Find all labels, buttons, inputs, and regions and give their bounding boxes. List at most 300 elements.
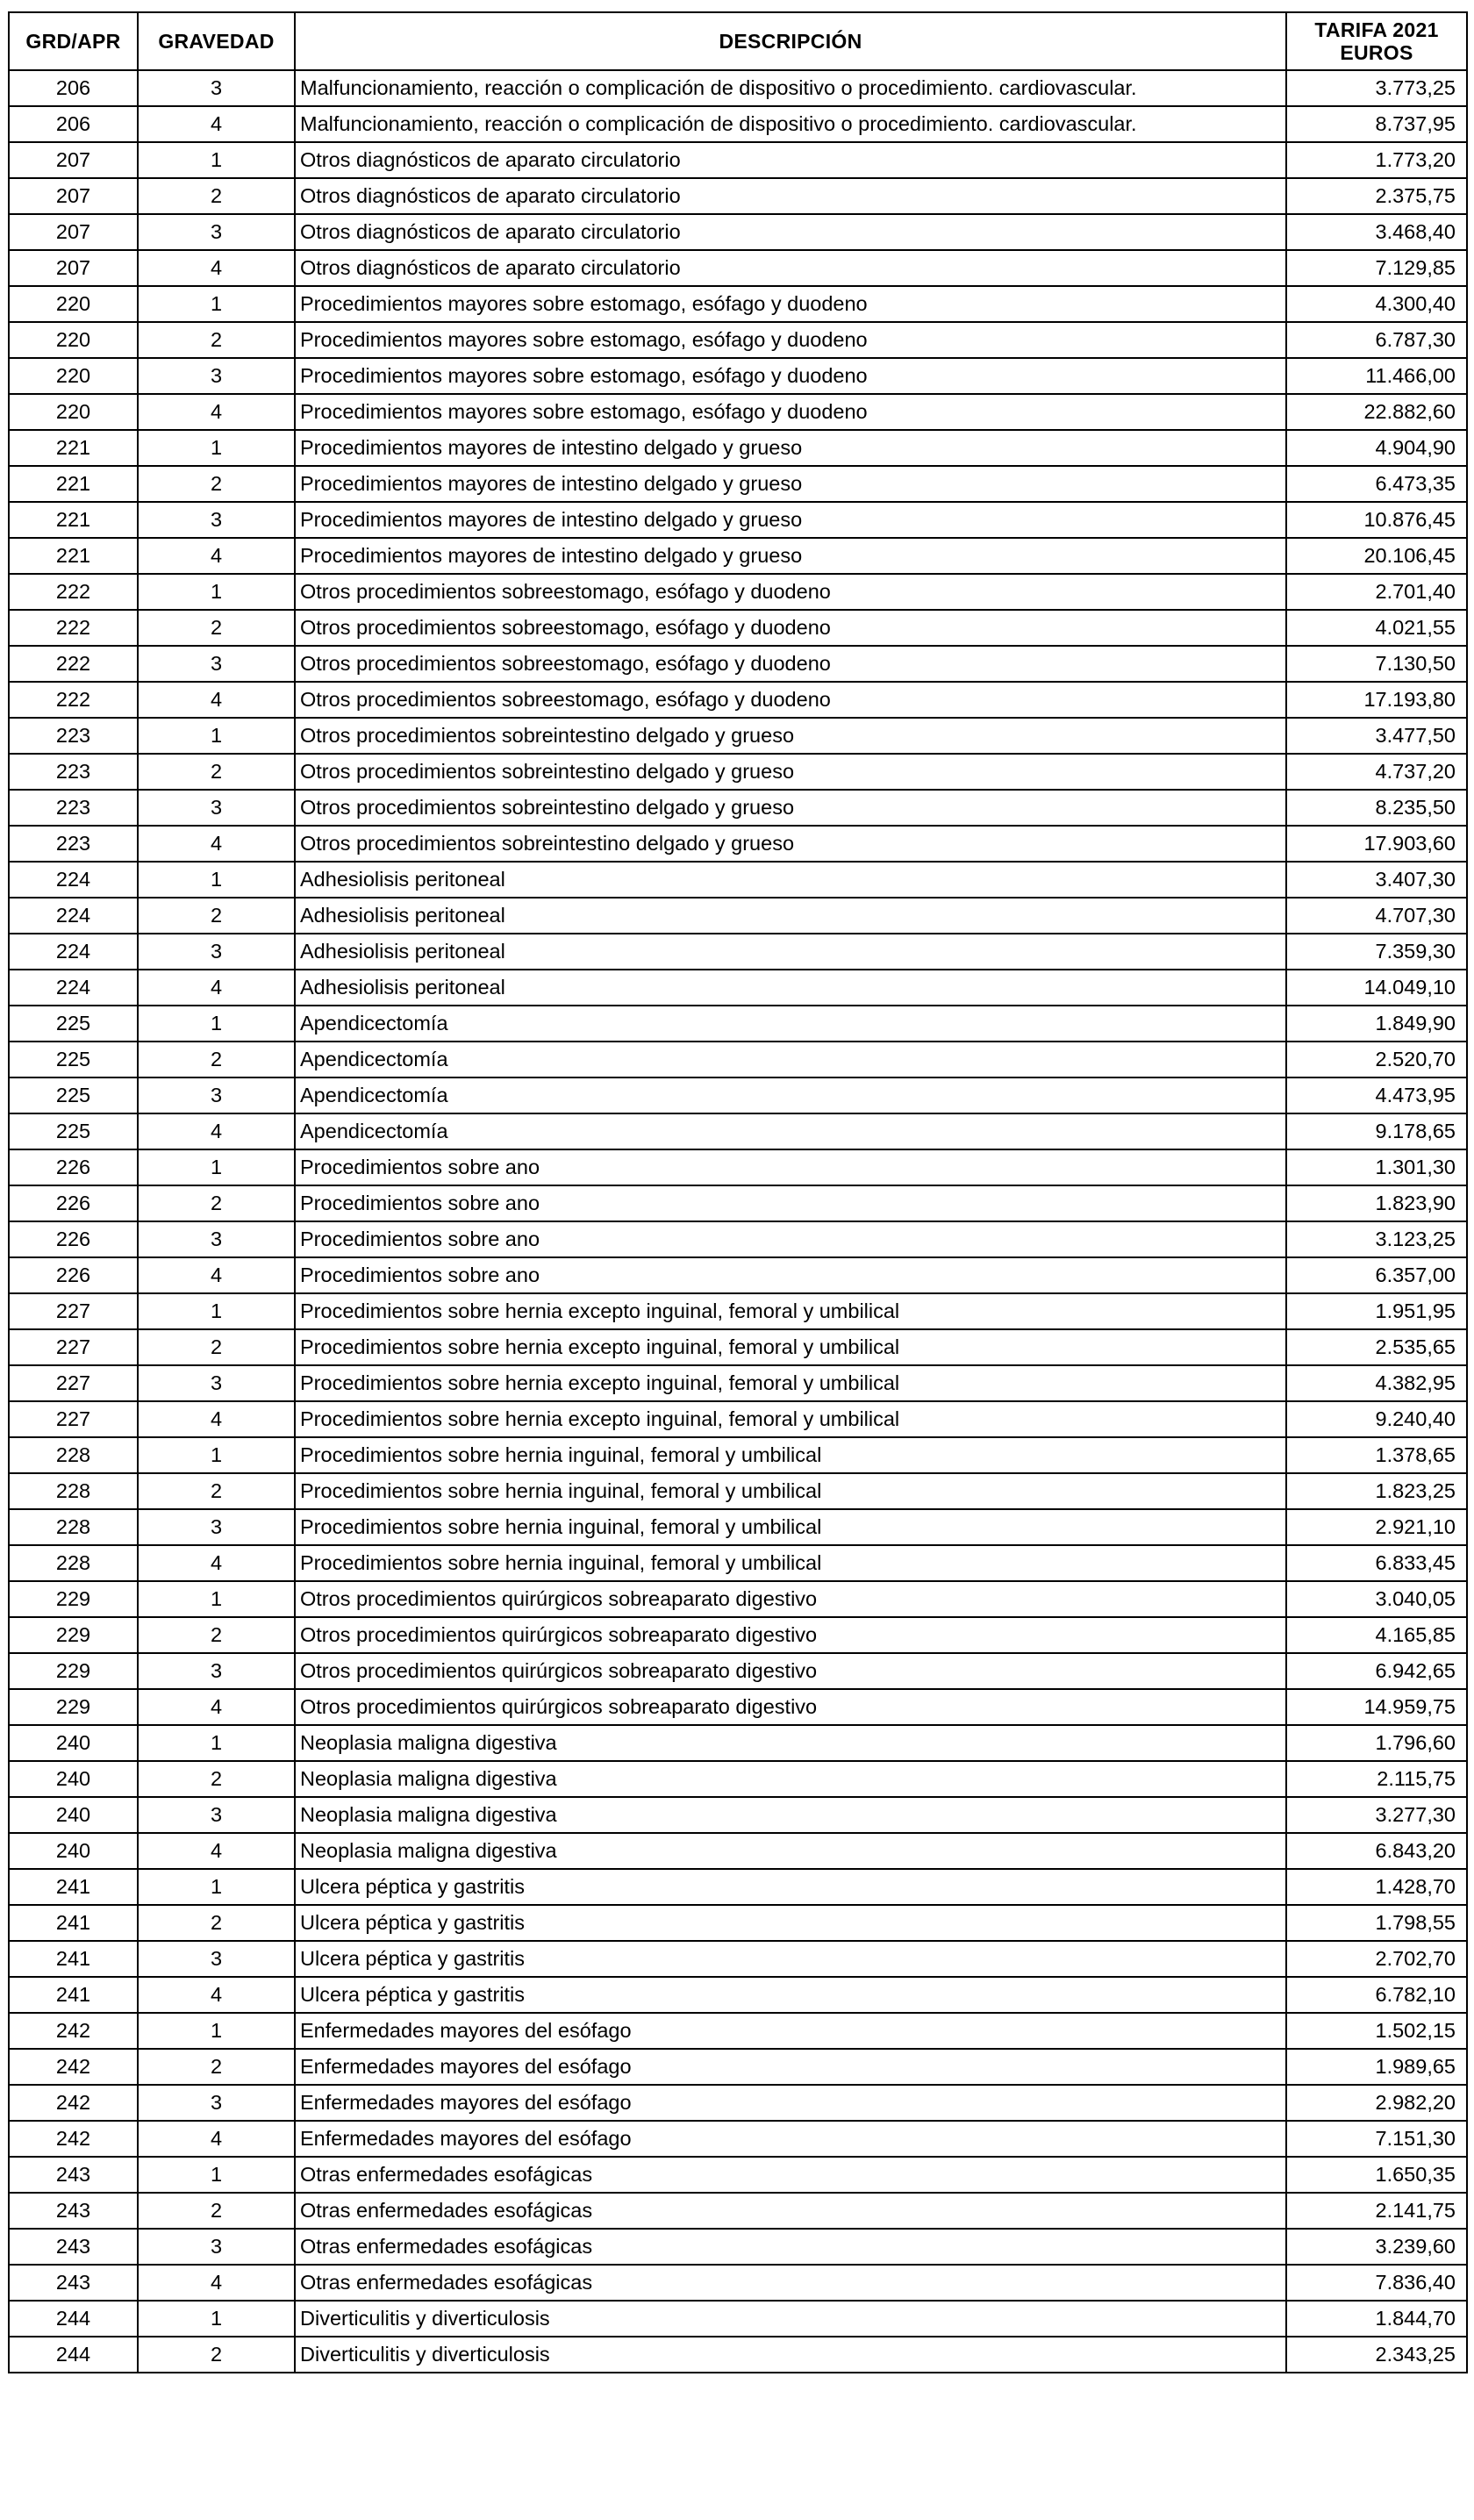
gravedad-cell: 1 [138, 1437, 295, 1473]
descripcion-cell: Procedimientos sobre hernia excepto inguinal, femoral y umbilical [295, 1329, 1286, 1365]
grd-apr-cell: 229 [9, 1617, 138, 1653]
descripcion-cell: Ulcera péptica y gastritis [295, 1941, 1286, 1977]
gravedad-cell: 3 [138, 790, 295, 826]
tarifa-cell: 6.782,10 [1286, 1977, 1467, 2013]
gravedad-cell: 3 [138, 214, 295, 250]
gravedad-cell: 1 [138, 2157, 295, 2193]
tarifa-cell: 2.115,75 [1286, 1761, 1467, 1797]
table-row [9, 1653, 1467, 1689]
gravedad-cell: 3 [138, 2229, 295, 2265]
table-row [9, 502, 1467, 538]
table-row [9, 1977, 1467, 2013]
table-body [9, 70, 1467, 2373]
descripcion-cell: Neoplasia maligna digestiva [295, 1761, 1286, 1797]
descripcion-cell: Procedimientos mayores de intestino delgado y grueso [295, 430, 1286, 466]
gravedad-cell: 3 [138, 1941, 295, 1977]
table-row [9, 1797, 1467, 1833]
grd-apr-cell: 220 [9, 286, 138, 322]
header-row [9, 12, 1467, 70]
grd-apr-cell: 224 [9, 934, 138, 970]
table-row [9, 214, 1467, 250]
gravedad-cell: 3 [138, 1509, 295, 1545]
gravedad-cell: 1 [138, 2301, 295, 2337]
table-row [9, 718, 1467, 754]
table-row [9, 394, 1467, 430]
tarifa-cell: 10.876,45 [1286, 502, 1467, 538]
grd-apr-cell: 243 [9, 2193, 138, 2229]
table-row [9, 106, 1467, 142]
grd-apr-cell: 242 [9, 2085, 138, 2121]
gravedad-cell: 1 [138, 862, 295, 898]
gravedad-cell: 4 [138, 250, 295, 286]
gravedad-cell: 4 [138, 2121, 295, 2157]
descripcion-cell: Adhesiolisis peritoneal [295, 862, 1286, 898]
grd-apr-cell: 226 [9, 1149, 138, 1185]
gravedad-cell: 4 [138, 1257, 295, 1293]
tarifa-cell: 1.301,30 [1286, 1149, 1467, 1185]
tarifa-cell: 2.343,25 [1286, 2337, 1467, 2373]
table-row [9, 1185, 1467, 1221]
tarifa-cell: 6.942,65 [1286, 1653, 1467, 1689]
descripcion-cell: Otros diagnósticos de aparato circulatorio [295, 250, 1286, 286]
grd-apr-cell: 207 [9, 250, 138, 286]
gravedad-cell: 4 [138, 1401, 295, 1437]
descripcion-cell: Procedimientos sobre hernia inguinal, femoral y umbilical [295, 1545, 1286, 1581]
grd-apr-cell: 228 [9, 1437, 138, 1473]
descripcion-cell: Ulcera péptica y gastritis [295, 1905, 1286, 1941]
tarifa-cell: 3.773,25 [1286, 70, 1467, 106]
grd-apr-cell: 225 [9, 1113, 138, 1149]
descripcion-cell: Neoplasia maligna digestiva [295, 1797, 1286, 1833]
table-row [9, 754, 1467, 790]
table-row [9, 2085, 1467, 2121]
tarifa-cell: 4.300,40 [1286, 286, 1467, 322]
descripcion-cell: Otros procedimientos quirúrgicos sobreaparato digestivo [295, 1581, 1286, 1617]
table-row [9, 1869, 1467, 1905]
gravedad-cell: 3 [138, 2085, 295, 2121]
grd-apr-cell: 241 [9, 1941, 138, 1977]
grd-apr-cell: 223 [9, 718, 138, 754]
grd-apr-cell: 224 [9, 862, 138, 898]
table-row [9, 250, 1467, 286]
grd-apr-cell: 241 [9, 1977, 138, 2013]
table-row [9, 862, 1467, 898]
grd-apr-cell: 224 [9, 898, 138, 934]
descripcion-cell: Procedimientos mayores sobre estomago, esófago y duodeno [295, 358, 1286, 394]
tarifa-cell: 7.129,85 [1286, 250, 1467, 286]
descripcion-cell: Procedimientos sobre hernia excepto inguinal, femoral y umbilical [295, 1401, 1286, 1437]
descripcion-cell: Adhesiolisis peritoneal [295, 934, 1286, 970]
tarifa-cell: 6.843,20 [1286, 1833, 1467, 1869]
table-row [9, 70, 1467, 106]
descripcion-cell: Procedimientos mayores sobre estomago, esófago y duodeno [295, 394, 1286, 430]
descripcion-cell: Procedimientos mayores sobre estomago, esófago y duodeno [295, 286, 1286, 322]
table-row [9, 1437, 1467, 1473]
gravedad-cell: 2 [138, 1761, 295, 1797]
header-gravedad: GRAVEDAD [138, 12, 295, 70]
grd-apr-cell: 227 [9, 1293, 138, 1329]
gravedad-cell: 3 [138, 502, 295, 538]
header-grd-apr: GRD/APR [9, 12, 138, 70]
table-row [9, 1617, 1467, 1653]
table-row [9, 1473, 1467, 1509]
table-row [9, 2265, 1467, 2301]
grd-apr-cell: 220 [9, 394, 138, 430]
table-row [9, 2301, 1467, 2337]
table-row [9, 358, 1467, 394]
tarifa-cell: 4.737,20 [1286, 754, 1467, 790]
gravedad-cell: 4 [138, 970, 295, 1006]
tarifa-cell: 4.382,95 [1286, 1365, 1467, 1401]
grd-apr-cell: 220 [9, 322, 138, 358]
grd-apr-cell: 225 [9, 1077, 138, 1113]
grd-apr-cell: 207 [9, 178, 138, 214]
descripcion-cell: Otros procedimientos sobreintestino delgado y grueso [295, 718, 1286, 754]
grd-apr-cell: 222 [9, 610, 138, 646]
descripcion-cell: Procedimientos sobre ano [295, 1149, 1286, 1185]
table-row [9, 1833, 1467, 1869]
table-row [9, 1581, 1467, 1617]
gravedad-cell: 2 [138, 754, 295, 790]
table-row [9, 322, 1467, 358]
gravedad-cell: 4 [138, 1977, 295, 2013]
gravedad-cell: 1 [138, 142, 295, 178]
descripcion-cell: Adhesiolisis peritoneal [295, 898, 1286, 934]
gravedad-cell: 2 [138, 610, 295, 646]
tarifa-cell: 2.520,70 [1286, 1042, 1467, 1077]
table-row [9, 1905, 1467, 1941]
descripcion-cell: Procedimientos mayores de intestino delgado y grueso [295, 538, 1286, 574]
table-row [9, 1329, 1467, 1365]
tarifa-cell: 2.702,70 [1286, 1941, 1467, 1977]
descripcion-cell: Otras enfermedades esofágicas [295, 2193, 1286, 2229]
tarifa-cell: 11.466,00 [1286, 358, 1467, 394]
gravedad-cell: 4 [138, 394, 295, 430]
table-row [9, 1725, 1467, 1761]
gravedad-cell: 1 [138, 2013, 295, 2049]
grd-apr-cell: 243 [9, 2157, 138, 2193]
grd-apr-cell: 228 [9, 1545, 138, 1581]
gravedad-cell: 2 [138, 2193, 295, 2229]
tarifa-cell: 1.798,55 [1286, 1905, 1467, 1941]
descripcion-cell: Procedimientos sobre hernia inguinal, femoral y umbilical [295, 1473, 1286, 1509]
gravedad-cell: 4 [138, 682, 295, 718]
tarifa-cell: 1.796,60 [1286, 1725, 1467, 1761]
tarifa-cell: 6.833,45 [1286, 1545, 1467, 1581]
tarifa-cell: 6.357,00 [1286, 1257, 1467, 1293]
table-row [9, 466, 1467, 502]
descripcion-cell: Otros diagnósticos de aparato circulatorio [295, 214, 1286, 250]
gravedad-cell: 2 [138, 1905, 295, 1941]
grd-apr-cell: 223 [9, 754, 138, 790]
tarifa-cell: 1.773,20 [1286, 142, 1467, 178]
grd-apr-cell: 207 [9, 142, 138, 178]
gravedad-cell: 2 [138, 1042, 295, 1077]
table-row [9, 2157, 1467, 2193]
descripcion-cell: Enfermedades mayores del esófago [295, 2085, 1286, 2121]
descripcion-cell: Diverticulitis y diverticulosis [295, 2337, 1286, 2373]
grd-apr-cell: 222 [9, 646, 138, 682]
table-row [9, 1257, 1467, 1293]
descripcion-cell: Otras enfermedades esofágicas [295, 2229, 1286, 2265]
descripcion-cell: Otros diagnósticos de aparato circulatorio [295, 142, 1286, 178]
tarifa-cell: 2.701,40 [1286, 574, 1467, 610]
gravedad-cell: 3 [138, 646, 295, 682]
gravedad-cell: 1 [138, 1869, 295, 1905]
gravedad-cell: 4 [138, 1545, 295, 1581]
table-row [9, 970, 1467, 1006]
table-row [9, 1006, 1467, 1042]
table-row [9, 682, 1467, 718]
table-row [9, 1545, 1467, 1581]
descripcion-cell: Enfermedades mayores del esófago [295, 2049, 1286, 2085]
descripcion-cell: Apendicectomía [295, 1113, 1286, 1149]
descripcion-cell: Otros procedimientos sobreestomago, esófago y duodeno [295, 610, 1286, 646]
grd-apr-cell: 229 [9, 1689, 138, 1725]
tarifa-cell: 8.737,95 [1286, 106, 1467, 142]
gravedad-cell: 3 [138, 1365, 295, 1401]
gravedad-cell: 1 [138, 574, 295, 610]
tarifa-cell: 1.844,70 [1286, 2301, 1467, 2337]
tarifa-cell: 6.787,30 [1286, 322, 1467, 358]
descripcion-cell: Procedimientos sobre hernia inguinal, femoral y umbilical [295, 1509, 1286, 1545]
grd-apr-cell: 240 [9, 1725, 138, 1761]
grd-apr-cell: 226 [9, 1257, 138, 1293]
descripcion-cell: Otros procedimientos sobreestomago, esófago y duodeno [295, 682, 1286, 718]
gravedad-cell: 2 [138, 2049, 295, 2085]
grd-apr-cell: 226 [9, 1185, 138, 1221]
grd-apr-cell: 220 [9, 358, 138, 394]
header-descripcion: DESCRIPCIÓN [295, 12, 1286, 70]
tarifa-cell: 6.473,35 [1286, 466, 1467, 502]
tarifa-cell: 1.823,25 [1286, 1473, 1467, 1509]
grd-apr-cell: 223 [9, 790, 138, 826]
tarifa-cell: 4.165,85 [1286, 1617, 1467, 1653]
gravedad-cell: 1 [138, 1293, 295, 1329]
tarifa-cell: 9.240,40 [1286, 1401, 1467, 1437]
gravedad-cell: 4 [138, 1113, 295, 1149]
descripcion-cell: Procedimientos mayores de intestino delgado y grueso [295, 466, 1286, 502]
grd-apr-cell: 242 [9, 2049, 138, 2085]
gravedad-cell: 1 [138, 1581, 295, 1617]
gravedad-cell: 2 [138, 466, 295, 502]
table-row [9, 142, 1467, 178]
descripcion-cell: Apendicectomía [295, 1042, 1286, 1077]
descripcion-cell: Enfermedades mayores del esófago [295, 2121, 1286, 2157]
gravedad-cell: 1 [138, 718, 295, 754]
grd-apr-cell: 223 [9, 826, 138, 862]
grd-apr-cell: 227 [9, 1365, 138, 1401]
table-header [9, 12, 1467, 70]
grd-apr-cell: 222 [9, 682, 138, 718]
table-row [9, 1365, 1467, 1401]
table-row [9, 826, 1467, 862]
grd-apr-cell: 227 [9, 1329, 138, 1365]
descripcion-cell: Otros diagnósticos de aparato circulatorio [295, 178, 1286, 214]
descripcion-cell: Otras enfermedades esofágicas [295, 2157, 1286, 2193]
table-row [9, 430, 1467, 466]
tarifa-cell: 4.707,30 [1286, 898, 1467, 934]
grd-apr-cell: 221 [9, 430, 138, 466]
tarifa-cell: 4.021,55 [1286, 610, 1467, 646]
table-row [9, 790, 1467, 826]
tarifa-cell: 7.836,40 [1286, 2265, 1467, 2301]
gravedad-cell: 1 [138, 286, 295, 322]
table-row [9, 2337, 1467, 2373]
descripcion-cell: Otros procedimientos sobreintestino delgado y grueso [295, 754, 1286, 790]
grd-apr-cell: 242 [9, 2013, 138, 2049]
descripcion-cell: Neoplasia maligna digestiva [295, 1833, 1286, 1869]
tarifa-cell: 17.193,80 [1286, 682, 1467, 718]
descripcion-cell: Enfermedades mayores del esófago [295, 2013, 1286, 2049]
grd-apr-cell: 244 [9, 2301, 138, 2337]
descripcion-cell: Procedimientos sobre hernia excepto inguinal, femoral y umbilical [295, 1293, 1286, 1329]
gravedad-cell: 1 [138, 430, 295, 466]
table-row [9, 1113, 1467, 1149]
grd-apr-cell: 229 [9, 1653, 138, 1689]
tarifa-cell: 1.502,15 [1286, 2013, 1467, 2049]
tarifa-cell: 1.650,35 [1286, 2157, 1467, 2193]
tarifa-cell: 2.535,65 [1286, 1329, 1467, 1365]
header-tarifa-line1: TARIFA 2021 [1314, 18, 1439, 41]
grd-apr-cell: 228 [9, 1509, 138, 1545]
tarifa-cell: 3.477,50 [1286, 718, 1467, 754]
descripcion-cell: Otros procedimientos sobreintestino delgado y grueso [295, 826, 1286, 862]
grd-apr-cell: 225 [9, 1042, 138, 1077]
table-row [9, 610, 1467, 646]
gravedad-cell: 3 [138, 358, 295, 394]
header-tarifa-line2: EUROS [1340, 41, 1413, 64]
gravedad-cell: 2 [138, 898, 295, 934]
descripcion-cell: Procedimientos sobre ano [295, 1221, 1286, 1257]
grd-apr-cell: 206 [9, 106, 138, 142]
gravedad-cell: 2 [138, 1185, 295, 1221]
grd-apr-cell: 241 [9, 1869, 138, 1905]
grd-apr-cell: 226 [9, 1221, 138, 1257]
grd-apr-cell: 225 [9, 1006, 138, 1042]
gravedad-cell: 4 [138, 1689, 295, 1725]
table-row [9, 2049, 1467, 2085]
table-row [9, 646, 1467, 682]
gravedad-cell: 3 [138, 934, 295, 970]
table-row [9, 934, 1467, 970]
table-row [9, 1221, 1467, 1257]
descripcion-cell: Ulcera péptica y gastritis [295, 1977, 1286, 2013]
tarifa-cell: 3.239,60 [1286, 2229, 1467, 2265]
descripcion-cell: Procedimientos mayores sobre estomago, esófago y duodeno [295, 322, 1286, 358]
grd-apr-cell: 224 [9, 970, 138, 1006]
gravedad-cell: 4 [138, 2265, 295, 2301]
table-row [9, 1689, 1467, 1725]
tarifa-cell: 2.141,75 [1286, 2193, 1467, 2229]
descripcion-cell: Malfuncionamiento, reacción o complicación de dispositivo o procedimiento. cardiovascular. [295, 106, 1286, 142]
descripcion-cell: Otros procedimientos quirúrgicos sobreaparato digestivo [295, 1653, 1286, 1689]
tarifa-cell: 3.277,30 [1286, 1797, 1467, 1833]
descripcion-cell: Adhesiolisis peritoneal [295, 970, 1286, 1006]
tarifa-cell: 4.904,90 [1286, 430, 1467, 466]
grd-apr-cell: 228 [9, 1473, 138, 1509]
grd-apr-cell: 221 [9, 538, 138, 574]
grd-apr-cell: 243 [9, 2229, 138, 2265]
grd-apr-cell: 244 [9, 2337, 138, 2373]
descripcion-cell: Procedimientos sobre ano [295, 1257, 1286, 1293]
tarifa-cell: 3.040,05 [1286, 1581, 1467, 1617]
table-row [9, 1761, 1467, 1797]
tarifa-cell: 7.151,30 [1286, 2121, 1467, 2157]
table-row [9, 1941, 1467, 1977]
table-row [9, 574, 1467, 610]
tarifa-cell: 22.882,60 [1286, 394, 1467, 430]
tarifa-cell: 4.473,95 [1286, 1077, 1467, 1113]
table-row [9, 1042, 1467, 1077]
table-row [9, 1293, 1467, 1329]
descripcion-cell: Otros procedimientos sobreintestino delgado y grueso [295, 790, 1286, 826]
header-tarifa [1286, 12, 1467, 70]
table-row [9, 2013, 1467, 2049]
table-row [9, 286, 1467, 322]
gravedad-cell: 3 [138, 1797, 295, 1833]
table-row [9, 2229, 1467, 2265]
gravedad-cell: 2 [138, 2337, 295, 2373]
tarifa-cell: 7.359,30 [1286, 934, 1467, 970]
descripcion-cell: Neoplasia maligna digestiva [295, 1725, 1286, 1761]
descripcion-cell: Otras enfermedades esofágicas [295, 2265, 1286, 2301]
gravedad-cell: 2 [138, 322, 295, 358]
tariff-table [8, 11, 1468, 2373]
descripcion-cell: Ulcera péptica y gastritis [295, 1869, 1286, 1905]
tarifa-cell: 9.178,65 [1286, 1113, 1467, 1149]
table-row [9, 1077, 1467, 1113]
descripcion-cell: Apendicectomía [295, 1006, 1286, 1042]
tarifa-cell: 1.428,70 [1286, 1869, 1467, 1905]
gravedad-cell: 1 [138, 1149, 295, 1185]
table-row [9, 1509, 1467, 1545]
gravedad-cell: 3 [138, 70, 295, 106]
tarifa-cell: 14.049,10 [1286, 970, 1467, 1006]
descripcion-cell: Otros procedimientos sobreestomago, esófago y duodeno [295, 574, 1286, 610]
tarifa-cell: 1.378,65 [1286, 1437, 1467, 1473]
descripcion-cell: Procedimientos mayores de intestino delgado y grueso [295, 502, 1286, 538]
tarifa-cell: 2.982,20 [1286, 2085, 1467, 2121]
grd-apr-cell: 221 [9, 502, 138, 538]
descripcion-cell: Otros procedimientos quirúrgicos sobreaparato digestivo [295, 1617, 1286, 1653]
grd-apr-cell: 241 [9, 1905, 138, 1941]
gravedad-cell: 2 [138, 1329, 295, 1365]
grd-apr-cell: 206 [9, 70, 138, 106]
grd-apr-cell: 207 [9, 214, 138, 250]
grd-apr-cell: 221 [9, 466, 138, 502]
gravedad-cell: 4 [138, 826, 295, 862]
tarifa-cell: 3.123,25 [1286, 1221, 1467, 1257]
tarifa-cell: 2.375,75 [1286, 178, 1467, 214]
tarifa-cell: 1.849,90 [1286, 1006, 1467, 1042]
descripcion-cell: Procedimientos sobre hernia inguinal, femoral y umbilical [295, 1437, 1286, 1473]
gravedad-cell: 1 [138, 1725, 295, 1761]
gravedad-cell: 4 [138, 106, 295, 142]
tarifa-cell: 1.951,95 [1286, 1293, 1467, 1329]
gravedad-cell: 2 [138, 1473, 295, 1509]
descripcion-cell: Procedimientos sobre hernia excepto inguinal, femoral y umbilical [295, 1365, 1286, 1401]
descripcion-cell: Diverticulitis y diverticulosis [295, 2301, 1286, 2337]
tarifa-cell: 20.106,45 [1286, 538, 1467, 574]
gravedad-cell: 3 [138, 1653, 295, 1689]
grd-apr-cell: 243 [9, 2265, 138, 2301]
table-row [9, 1149, 1467, 1185]
tarifa-cell: 1.989,65 [1286, 2049, 1467, 2085]
table-row [9, 538, 1467, 574]
grd-apr-cell: 242 [9, 2121, 138, 2157]
tarifa-cell: 14.959,75 [1286, 1689, 1467, 1725]
